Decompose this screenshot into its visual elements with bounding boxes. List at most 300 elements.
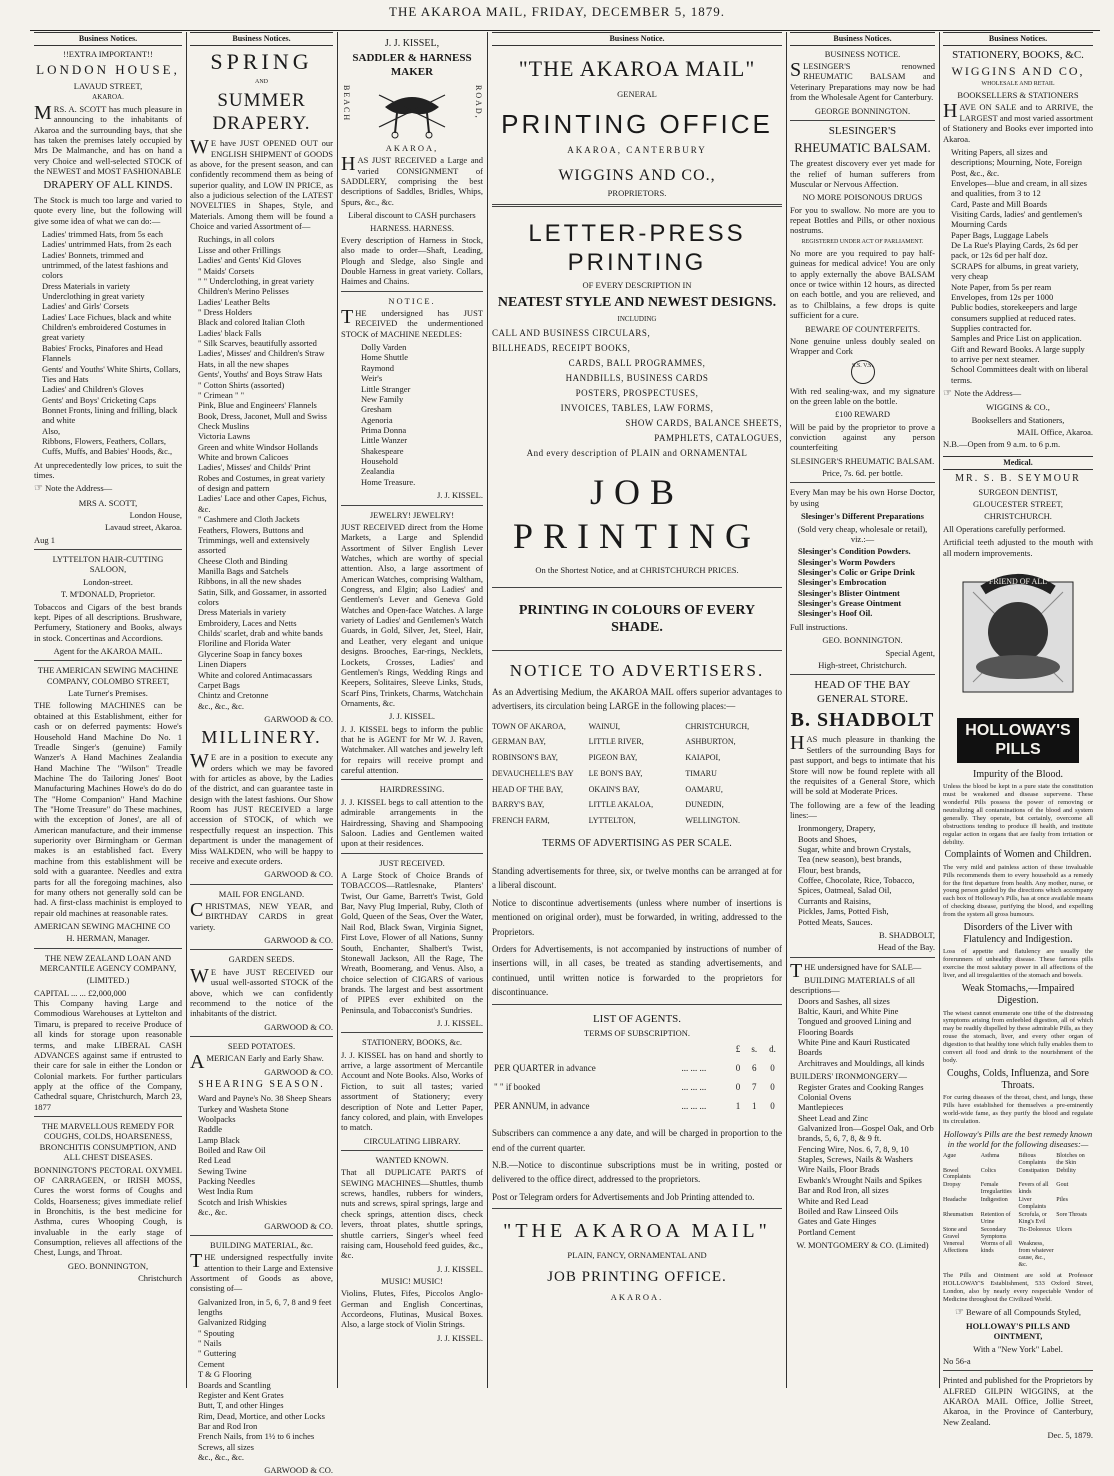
list-item: Babies' Frocks, Pinafores and Head Flannels xyxy=(42,342,163,364)
list-item: Packing Needles xyxy=(198,1176,255,1187)
address-line: MRS A. SCOTT, xyxy=(78,497,138,508)
neatest-style: NEATEST STYLE AND NEWEST DESIGNS. xyxy=(497,295,777,311)
note-label: Note the Address— xyxy=(45,483,113,494)
divider xyxy=(492,204,782,207)
divider xyxy=(190,884,333,885)
list-item: Ladies' Bonnets, trimmed and untrimmed, of the latest fashions and colors xyxy=(42,249,169,281)
millinery-text: WE are in a position to execute any orders which we may be favored with for articles as above, by the Ladies of the district, and can guarantee taste in design with the latest fashions. Our Show Room has JUST RECEIVED a large accession of STOCK, of which we respectfully request an inspection. This department is under the management of Miss WALKDEN, who will be happy to receive and execute orders. xyxy=(190,750,333,866)
list-item: " " Underclothing, in great variety xyxy=(198,275,314,286)
rate-row xyxy=(492,1059,782,1078)
service-item: BILLHEADS, RECEIPT BOOKS, xyxy=(492,342,631,353)
list-item: Victoria Lawns xyxy=(198,431,251,442)
list-item: Boiled and Raw Linseed Oils xyxy=(798,1205,899,1216)
shearing-list xyxy=(198,1093,333,1217)
list-item: Shakespeare xyxy=(361,445,404,456)
town-item: CHRISTCHURCH, xyxy=(685,721,750,731)
list-item: " Dress Holders xyxy=(198,306,252,317)
rate-cell: " " if booked xyxy=(494,1082,541,1093)
printing-office-heading: PRINTING OFFICE xyxy=(501,108,773,139)
harness-heading: HARNESS. HARNESS. xyxy=(370,222,454,233)
business-notice-heading: BUSINESS NOTICE. xyxy=(824,48,901,59)
nz-loan-limited: (LIMITED.) xyxy=(86,975,130,986)
disease-item: Ulcers xyxy=(1056,1226,1072,1233)
list-item: Slesinger's Condition Powders. xyxy=(798,546,911,557)
column-2 xyxy=(190,32,333,1476)
letterpress-heading: LETTER-PRESS PRINTING xyxy=(528,219,746,276)
bonn-sign: GEO. BONNINGTON. xyxy=(822,635,903,646)
list-item: Sugar, white and brown Crystals, xyxy=(798,844,911,855)
remedy-sign: GEO. BONNINGTON, xyxy=(67,1260,149,1271)
saloon-street: London-street. xyxy=(83,576,133,587)
rate-cell: 7 xyxy=(752,1082,757,1093)
list-item: Zealandia xyxy=(361,466,395,477)
list-item: Samples and Price List on application. xyxy=(951,333,1082,344)
list-item: Butt, T, and other Hinges xyxy=(198,1400,284,1411)
service-item: CALL AND BUSINESS CIRCULARS, xyxy=(492,328,651,338)
seymour-name: MR. S. B. SEYMOUR xyxy=(955,472,1081,484)
list-item: " Cotton Shirts (assorted) xyxy=(198,379,285,390)
ironmongery-heading: BUILDERS' IRONMONGERY— xyxy=(790,1071,907,1082)
town-item: ASHBURTON, xyxy=(685,737,736,747)
list-item: Lisse and other Frillings xyxy=(198,244,281,255)
pointing-hand-icon: ☞ xyxy=(954,1306,964,1318)
disease-item: Stone and Gravel xyxy=(943,1226,967,1240)
list-item: Ward and Payne's No. 38 Sheep Shears xyxy=(198,1093,332,1104)
rate-cell: 6 xyxy=(752,1063,757,1074)
list-item: Slesinger's Hoof Oil. xyxy=(798,608,873,619)
column-rule xyxy=(186,32,187,1388)
liver-heading: Disorders of the Liver with Flatulency and Indigestion. xyxy=(963,922,1073,946)
beware-heading: HOLLOWAY'S PILLS AND OINTMENT, xyxy=(965,1320,1071,1342)
list-item: Ladies', Misses' and Childs' Print Robes and Costumes, in great variety of design and pattern xyxy=(198,462,326,494)
kissel-name: J. J. KISSEL, xyxy=(384,38,440,49)
note-address xyxy=(943,388,1093,400)
list-item: White and brown Calicoes xyxy=(198,452,289,463)
list-item: Coffee, Chocolate, Rice, Tobacco, xyxy=(798,875,915,886)
spring-heading: SPRING xyxy=(210,48,313,74)
list-item: Little Wanzer xyxy=(361,435,408,446)
colours-heading: PRINTING IN COLOURS OF EVERY SHADE. xyxy=(518,602,756,635)
town-item: GERMAN BAY, xyxy=(492,737,546,747)
notice-advertisers-text: As an Advertising Medium, the AKAROA MAIL offers superior advantages to advertisers, its circulation being LARGE in the following places:— xyxy=(492,686,782,712)
list-item: Bonnet Fronts, lining and frilling, black and white xyxy=(42,404,178,426)
divider xyxy=(341,779,483,780)
list-item: Portland Cement xyxy=(798,1226,856,1237)
list-item: Manilla Bags and Satchels xyxy=(198,565,289,576)
terms-paragraph: Standing advertisements for three, six, or twelve months can be arranged at for a liberal discount. xyxy=(492,866,782,891)
list-item: Tongued and grooved Lining and Flooring Boards xyxy=(798,1016,912,1037)
capital-line: CAPITAL ... ... £2,000,000 xyxy=(34,987,127,998)
seymour-text: Artificial teeth adjusted to the mouth with all modern improvements. xyxy=(943,537,1093,558)
horse-text: Every Man may be his own Horse Doctor, by using xyxy=(790,487,935,508)
signature: J. J. KISSEL. xyxy=(436,1332,483,1343)
divider xyxy=(492,650,782,651)
footer-place: AKAROA. xyxy=(610,1292,664,1303)
beware-label: With a "New York" Label. xyxy=(973,1343,1063,1354)
list-item: Woolpacks xyxy=(198,1113,236,1124)
list-item: Gates and Gate Hinges xyxy=(798,1216,877,1227)
list-item: Ladies', Misses' and Children's Straw Hats, in all the new shapes xyxy=(198,348,325,369)
sewing-company-text: THE following MACHINES can be obtained at this Establishment, either for cash or on deferred payments: Howe's Household Hand Machine Do No. 1 Treadle Singer's (genuine) Family Wanzer's A Hand Machines Zealandia Hand Machine The "Wilson" Treadle Machine The do Tailoring Jones' Boot Manufacturing Machines Howe's do do do The "Home Companion" Hand Machine The "Home Treasure" do These machines, with the exception of Jones', are all of American manufacture, and their immense superiority over Birmingham or German makes is an established fact. Every machine from this establishment will be sold with a guarantee. Needles and extra parts for all the foregoing machines, also for many others not generally sold can be had. A first-class machinist is employed to repair old machines at reasonable rates. xyxy=(34,700,182,918)
garden-heading: GARDEN SEEDS. xyxy=(228,954,295,965)
wholesale-label: WHOLESALE AND RETAIL xyxy=(981,80,1055,87)
disease-item: Retention of Urine xyxy=(980,1211,1011,1225)
divider xyxy=(34,549,182,550)
tobacco-text: Tobaccos and Cigars of the best brands kept. Pipes of all descriptions. Brushware, Perfumery, Stationery and Books, always in stock. Concertinas and Accordions. xyxy=(34,601,182,643)
list-item: White and Red Lead xyxy=(798,1195,869,1206)
town-item: BARRY'S BAY, xyxy=(492,800,545,810)
service-item: POSTERS, PROSPECTUSES, xyxy=(575,387,699,398)
list-item: Dolly Varden xyxy=(361,342,407,353)
list-item: Linen Diapers xyxy=(198,659,247,670)
millinery-heading: MILLINERY. xyxy=(201,727,322,748)
town: AKAROA. xyxy=(92,93,124,102)
list-item: Feathers, Flowers, Buttons and Trimmings, well and extensively assorted xyxy=(198,524,310,556)
harness-text: Every description of Harness in Stock, also made to order—Shaft, Leading, Plough and Sledge, also Single and Double Harness in great variety. Collars, Haimes and Chains. xyxy=(341,234,483,287)
list-item: West India Rum xyxy=(198,1186,254,1197)
agent-text: J. J. KISSEL begs to inform the public that he is AGENT for Mr W. J. Raven, Watchmaker. All watches and jewelry left for repairs will receive prompt and careful attention. xyxy=(341,723,483,776)
list-item: Mantlepieces xyxy=(798,1102,844,1113)
akaroa-mail-title: "THE AKAROA MAIL" xyxy=(518,55,756,81)
proprietors-label: PROPRIETORS. xyxy=(607,188,667,199)
including-label: INCLUDING xyxy=(617,315,657,324)
extra-important: !!EXTRA IMPORTANT!! xyxy=(63,48,153,59)
divider xyxy=(190,1235,333,1236)
address-line: WIGGINS & CO., xyxy=(986,402,1050,413)
nz-loan-text: This Company having Large and Commodious Warehouses at Lyttelton and Timaru, is prepared to receive Produce of all kinds for storage upon reasonable terms, and make LIBERAL CASH ADVANCES against same if entrusted to their care for sale in either the London or Colonial markets. For further particulars apply at the office of the Company, Cathedral square, Christchurch, March 23, 1877 xyxy=(34,998,182,1112)
list-item: Chintz and Cretonne xyxy=(198,690,269,701)
items-list xyxy=(198,234,333,711)
list-item: Slesinger's Worm Powders xyxy=(798,556,896,567)
beware-line xyxy=(943,1307,1093,1319)
list-item: Galvanized Iron, in 5, 6, 7, 8 and 9 feet lengths xyxy=(198,1296,332,1318)
service-item: INVOICES, TABLES, LAW FORMS, xyxy=(560,402,714,413)
list-item: Cement xyxy=(198,1358,225,1369)
ironmongery-list xyxy=(798,1082,935,1237)
list-item: Currants and Raisins, xyxy=(798,895,871,906)
needles-list xyxy=(361,342,483,487)
rate-row xyxy=(492,1078,782,1097)
list-item: Embroidery, Laces and Netts xyxy=(198,617,297,628)
hygeia-emblem xyxy=(943,562,1093,712)
list-item: Also, xyxy=(42,425,61,436)
note-address xyxy=(34,483,182,495)
list-item: Galvanized Ridging xyxy=(198,1317,267,1328)
town-item: TIMARU xyxy=(685,768,717,778)
jewelry-text: JUST RECEIVED direct from the Home Markets, a Large and Splendid Assortment of Silver English Lever Watches, which are worthy of special attention. Also, a large assortment of American Watches, comprising Waltham, Congress, and Elgin; also Ladies' and Gentlemen's Lever and Geneva Gold Watches and Open-face Watches. A large variety of Ladies' and Gentlemen's Watch Guards, in Gold, Silver, Jet, Steel, Hair, and Leather, very elegant and unique designs. Brooches, Ear-rings, Necklets, Lockets, Crosses, Ladies' and Gentlemen's Rings, Wedding Rings and Keepers, Solitaires, Sleeve Links, Studs, Scarf Pins, Trinkets, Charms, Watchchain Ornaments, &c. xyxy=(341,521,483,708)
remedy-title: THE MARVELLOUS REMEDY FOR COUGHS, COLDS, HOARSENESS, BRONCHITIS CONSUMPTION, AND ALL CHEST DISEASES. xyxy=(39,1121,177,1163)
intro-text: HAS JUST RECEIVED a Large and varied CONSIGNMENT of SADDLERY, comprising the best descriptions of Saddles, Bridles, Whips, Spurs, &c., &c. xyxy=(341,153,483,207)
saloon-title: LYTTELTON HAIR-CUTTING SALOON, xyxy=(52,554,164,575)
list-item: " Spouting xyxy=(198,1327,235,1338)
list-item: Slesinger's Grease Ointment xyxy=(798,598,902,609)
tobacco-text: A Large Stock of Choice Brands of TOBACCOS—Rattlesnake, Planters' Twist, Our Game, Barrett's Twist, Gold Bar, Navy Plug Imperial, Ruby, Cloth of Gold, Queen of the Seas, Over the Water, Nail Rod, Black Swan, Virginia Signet, First Love, Flower of all Nations, Sunny South, Enchanter, Shalbert's Twist, Stonewall Jackson, All the Rage, The Wreath, Boomerang, and Venus. Also, a choice selection of CIGARS of various brands. The largest and best assortment of PIPES ever exhibited on the Peninsula, and Tobacconist's Sundries. xyxy=(341,870,483,1015)
disease-item: Bowel Complaints xyxy=(943,1167,971,1181)
intro-text: MRS. A. SCOTT has much pleasure in announcing to the inhabitants of Akaroa and the surrounding bays, that she has taken the premises lately occupied by Mrs De Malmanche, and has on hand a very Choice and well-selected STOCK of the NEWEST and MOST FASHIONABLE xyxy=(34,101,182,177)
list-item: Slesinger's Blister Ointment xyxy=(798,587,900,598)
imprint-text: Printed and published for the Proprietors by ALFRED GILPIN WIGGINS, at the AKAROA MAIL Office, Jollie Street, Akaroa, in the Province of Canterbury, New Zealand. xyxy=(943,1375,1093,1427)
list-item: Fencing Wire, Nos. 6, 7, 8, 9, 10 xyxy=(798,1143,909,1154)
drapery-heading: DRAPERY OF ALL KINDS. xyxy=(43,179,173,192)
saddle-emblem xyxy=(341,81,483,141)
list-item: Ruchings, in all colors xyxy=(198,234,275,245)
disease-item: Gout xyxy=(1056,1182,1069,1189)
just-received-heading: JUST RECEIVED. xyxy=(379,857,445,868)
list-item: Sewing Twine xyxy=(198,1165,247,1176)
address-line: High-street, Christchurch. xyxy=(818,659,907,670)
needles-text: THE undersigned has JUST RECEIVED the undermentioned STOCK of MACHINE NEEDLES: xyxy=(341,306,483,339)
list-item: Tea (new season), best brands, xyxy=(798,854,902,865)
list-item: Register and Kent Grates xyxy=(198,1389,284,1400)
rate-row xyxy=(492,1097,782,1116)
list-item: Gents' and Boys' Cricketing Caps xyxy=(42,394,157,405)
divider xyxy=(492,587,782,588)
agent-text: Agent for the AKAROA MAIL. xyxy=(53,645,163,656)
disease-item: Rheumatism xyxy=(943,1211,974,1218)
stationery-heading: STATIONERY, BOOKS, &c. xyxy=(362,1037,462,1048)
potatoes-text: AMERICAN Early and Early Shaw. xyxy=(190,1051,324,1074)
beware-heading: BEWARE OF COUNTERFEITS. xyxy=(805,323,920,334)
list-item: Raymond xyxy=(361,362,395,373)
weak-text: The wisest cannot enumerate one tithe of the distressing symptoms arising from enfeebled digestion, all of which may be readily dispelled by these admirable Pills, as they rouse the stomach, liver, and every other organ of digestion to that healthy tone which fully enables them to convert all food and drink to the nourishment of the body. xyxy=(943,1009,1093,1065)
list-item: Ladies' Lace Fichues, black and white xyxy=(42,311,172,322)
list-item: " Guttering xyxy=(198,1348,237,1359)
seymour-city: CHRISTCHURCH. xyxy=(984,511,1052,522)
list-item: " Cashmere and Cloth Jackets xyxy=(198,514,300,525)
list-item: Underclothing in great variety xyxy=(42,291,145,302)
list-item: Ladies' and Gents' Kid Gloves xyxy=(198,255,302,266)
wiggins-heading: WIGGINS AND CO., xyxy=(558,166,716,184)
town-item: OAMARU, xyxy=(685,784,723,794)
building-list xyxy=(198,1297,333,1463)
signature: GARWOOD & CO. xyxy=(264,935,333,946)
instructions-text: Full instructions. xyxy=(790,621,848,632)
list-item: Card, Paste and Mill Boards xyxy=(951,198,1048,209)
reward-text: Will be paid by the proprietor to prove a conviction against any person counterfeiting xyxy=(790,421,935,453)
seymour-title: SURGEON DENTIST, xyxy=(978,486,1058,497)
subscription-heading: TERMS OF SUBSCRIPTION. xyxy=(583,1027,691,1038)
signature: J. J. KISSEL. xyxy=(436,1263,483,1274)
geo-sign: GEORGE BONNINGTON. xyxy=(814,105,911,116)
signature: B. SHADBOLT, xyxy=(879,929,935,940)
music-heading: MUSIC! MUSIC! xyxy=(381,1275,443,1286)
disease-item: Debility xyxy=(1056,1167,1076,1174)
signature: GARWOOD & CO. xyxy=(264,869,333,880)
address-line: London House, xyxy=(129,510,182,521)
towns-grid xyxy=(492,722,782,826)
balsam-heading: RHEUMATIC BALSAM. xyxy=(794,140,931,156)
library-label: CIRCULATING LIBRARY. xyxy=(363,1135,461,1146)
list-item: Supplies contracted for. xyxy=(951,323,1032,333)
divider xyxy=(943,1370,1093,1371)
list-item: Flour, best brands, xyxy=(798,864,861,875)
sewing-company-sub: Late Turner's Premises. xyxy=(68,688,148,699)
wax-text: With red sealing-wax, and my signature on the green lable on the bottle. xyxy=(790,385,935,406)
section-header: Business Notices. xyxy=(190,32,333,46)
list-item: Envelopes—blue and cream, in all sizes and qualities, from 3 to 12 xyxy=(951,177,1087,199)
divider xyxy=(190,949,333,950)
rate-cell: PER QUARTER in advance xyxy=(494,1063,596,1074)
list-item: Wire Nails, Floor Brads xyxy=(798,1164,880,1175)
music-text: Violins, Flutes, Fifes, Piccolos Anglo-German and English Concertinas, Accordeons, Flutinas, Musical Boxes. Also, a large stock of Violin Strings. xyxy=(341,1288,483,1330)
plain-ornamental: And every description of PLAIN and ORNAMENTAL xyxy=(526,447,748,458)
list-item: Raddle xyxy=(198,1124,223,1135)
list-item: Envelopes, from 12s per 1000 xyxy=(951,291,1054,302)
town-item: PIGEON BAY, xyxy=(588,753,638,763)
list-item: Paper Bags, Luggage Labels xyxy=(951,229,1049,240)
list-item: Screws, all sizes xyxy=(198,1441,254,1452)
seal-icon: S.S. V.S. xyxy=(851,360,875,384)
list-item: Gresham xyxy=(361,404,392,415)
column-rule xyxy=(939,32,940,1388)
list-item: Ribbons, Flowers, Feathers, Collars, Cuffs, Muffs, and Babies' Hoods, &c., xyxy=(42,436,173,457)
every-description: OF EVERY DESCRIPTION IN xyxy=(582,280,692,291)
hairdressing-text: J. J. KISSEL begs to call attention to the admirable arrangements in the Hairdressing, Shaving and Shampooing Saloon. Ladies and Gentlemen waited upon at their residences. xyxy=(341,796,483,849)
divider xyxy=(790,482,935,483)
disease-item: Blotches on the Skin xyxy=(1056,1152,1085,1166)
list-item: Note Paper, from 5s per ream xyxy=(951,281,1052,292)
town-item: KAIAPOI, xyxy=(685,753,721,763)
no-more-heading: NO MORE POISONOUS DRUGS xyxy=(802,192,923,203)
registered-text: No more are you required to pay half-guineas for medical advice! You are only to apply externally the above BALSAM once or twice within 12 hours, as directed on each bottle, and you are relieved, and as to Chilblains, a few drops is quite sufficient for a cure. xyxy=(790,248,935,321)
wanted-heading: WANTED KNOWN. xyxy=(375,1154,449,1165)
list-item: School Committees dealt with on liberal terms. xyxy=(951,364,1089,385)
items-list xyxy=(42,229,182,457)
divider xyxy=(34,948,182,949)
sewing-company-sign: AMERICAN SEWING MACHINE CO xyxy=(34,920,171,931)
disease-item: Indigestion xyxy=(980,1197,1008,1204)
liver-text: Loss of appetite and flatulency are usually the forerunners of unhealthy disease. These famous pills exercise the most salutary power in all affections of the liver, and all irregularities of the stomach and bowels. xyxy=(943,948,1093,980)
list-item: " Crimean " " xyxy=(198,389,245,400)
service-item: SHOW CARDS, BALANCE SHEETS, xyxy=(625,417,782,428)
price-line: Price, 7s. 6d. per bottle. xyxy=(822,468,903,479)
list-item: Cheese Cloth and Binding xyxy=(198,555,288,566)
list-item: T & G Flooring xyxy=(198,1369,252,1380)
disease-item: Dropsy xyxy=(943,1182,961,1189)
no-more-text: For you to swallow. No more are you to repeat Bottles and Pills, or other noxious nostrums. xyxy=(790,204,935,236)
disease-item: Fevers of all kinds xyxy=(1018,1182,1049,1196)
montgomery-sign: W. MONTGOMERY & CO. (Limited) xyxy=(796,1239,929,1250)
town-item: OKAIN'S BAY, xyxy=(588,784,640,794)
intro-text: WE have JUST OPENED OUT our ENGLISH SHIPMENT of GOODS as above, for the present season, and can confidently recommend them as being of superior quality, and LOW IN PRICE, as also a judicious selection of the LATEST NOVELTIES in Shapes, Style, and Materials. Among them will be found a Choice and varied Assortment of— xyxy=(190,136,333,232)
list-item: Dress Materials in variety xyxy=(198,607,287,618)
rate-header: d. xyxy=(769,1044,776,1055)
service-item: HANDBILLS, BUSINESS CARDS xyxy=(565,372,709,383)
list-item: White Pine and Kauri Rusticated Boards xyxy=(798,1037,910,1058)
stationery-heading: STATIONERY, BOOKS, &C. xyxy=(952,48,1084,61)
disease-item: Piles xyxy=(1056,1197,1068,1204)
divider xyxy=(492,1004,782,1005)
list-item: Red Lead xyxy=(198,1155,231,1166)
list-item: Ladies' and Children's Gloves xyxy=(42,384,144,395)
shadbolt-text: HAS much pleasure in thanking the Settlers of the surrounding Bays for past support, and begs to intimate that his Store will now be found replete with all the requisites of a General Store, which will be sold at Moderate Prices. xyxy=(790,732,935,797)
list-item: Home Treasure. xyxy=(361,476,416,487)
town-item: ROBINSON'S BAY, xyxy=(492,753,558,763)
section-header: Business Notices. xyxy=(34,32,182,46)
impurity-text: Unless the blood be kept in a pure state the constitution must be weakened and disease supervene. These wonderful Pills possess the power of removing or neutralizing all contaminations of the blood and system generally. They operate, but certainly, overcome all obstructions tending to produce ill health, and institute regular action in organs that are faulty from irritation or debility. xyxy=(943,783,1093,846)
column-3 xyxy=(341,32,483,1388)
shadbolt-heading: B. SHADBOLT xyxy=(790,709,935,732)
list-item: Pink, Blue and Engineers' Flannels xyxy=(198,400,317,411)
disease-item: Worms of all kinds xyxy=(980,1241,1012,1255)
service-item: PAMPHLETS, CATALOGUES, xyxy=(654,432,782,443)
list-item: Household xyxy=(361,456,398,467)
list-item: Home Shuttle xyxy=(361,352,408,363)
town-item: LITTLE AKALOA, xyxy=(588,800,654,810)
list-item: Ladies' trimmed Hats, from 5s each xyxy=(42,228,163,239)
beware-text: None genuine unless doubly sealed on Wrapper and Cork xyxy=(790,335,935,357)
best-remedy: Holloway's Pills are the best remedy known in the world for the following diseases:— xyxy=(943,1129,1093,1150)
rate-cell: PER ANNUM, in advance xyxy=(494,1101,590,1112)
list-item: Ladies' Leather Belts xyxy=(198,296,270,307)
list-item: Agenoria xyxy=(361,414,393,425)
hours-text: N.B.—Open from 9 a.m. to 6 p.m. xyxy=(943,439,1061,450)
wanted-text: That all DUPLICATE PARTS of SEWING MACHINES—Shuttles, thumb screws, handles, rubbers for winders, nuts and screws, spiral springs, large and check springs, attention discs, check levers, throat plates, shuttle springs, shuttle carriers, Singer's wheel feed raising cam, Household feed guides, &c., &c. xyxy=(341,1167,483,1261)
sewing-company-title: THE AMERICAN SEWING MACHINE COMPANY, COLOMBO STREET, xyxy=(37,665,179,686)
date-label: Aug 1 xyxy=(34,534,56,545)
list-item: Spices, Oatmeal, Salad Oil, xyxy=(798,885,892,896)
akaroa-label: AKAROA, xyxy=(385,143,439,153)
place-label: AKAROA, CANTERBURY xyxy=(567,144,707,155)
list-item: " Maids' Corsets xyxy=(198,265,255,276)
subscription-paragraph: N.B.—Notice to discontinue subscriptions must be in writing, posted or delivered to the office direct, addressed to the proprietors. xyxy=(492,1159,782,1185)
signature: GARWOOD & CO. xyxy=(264,1465,333,1476)
list-item: Book, Dress, Jaconet, Mull and Swiss Check Muslins xyxy=(198,410,327,431)
rate-cell: 0 xyxy=(735,1082,741,1093)
complaints-heading: Complaints of Women and Children. xyxy=(944,849,1092,861)
disease-item: Liver Complaints xyxy=(1018,1197,1047,1211)
hairdressing-heading: HAIRDRESSING. xyxy=(379,784,445,795)
shortest-notice: On the Shortest Notice, and at CHRISTCHURCH PRICES. xyxy=(535,564,739,575)
list-item: Scotch and Irish Whiskies xyxy=(198,1196,287,1207)
disease-item: Weakness, from whatever cause, &c., &c. xyxy=(1018,1241,1054,1269)
rate-cell: 1 xyxy=(735,1101,741,1112)
list-item: Turkey and Washeta Stone xyxy=(198,1103,289,1114)
saddler-title: SADDLER & HARNESS MAKER xyxy=(352,52,472,78)
service-item: CARDS, BALL PROGRAMMES, xyxy=(568,357,706,368)
list-item: Writing Papers, all sizes and descriptions; Mourning, Note, Foreign Post, &c., &c. xyxy=(951,146,1083,178)
seymour-text: All Operations carefully performed. xyxy=(943,523,1066,534)
column-rule xyxy=(786,32,787,1388)
saddle-icon xyxy=(377,83,447,139)
preparations-sub: (Sold very cheap, wholesale or retail), viz.:— xyxy=(797,523,928,544)
imprint-date: Dec. 5, 1879. xyxy=(1047,1430,1093,1441)
subscription-table xyxy=(492,1040,782,1116)
complaints-text: The very mild and painless action of these invaluable Pills recommends them to every household as a remedy for the first departure from health. Any mother, nurse, or young person guided by the directions which accompany each box of Holloway's Pills, has at once available means of checking disease, purifying the blood, and expelling from the system all gross humours. xyxy=(943,863,1093,919)
list-item: Ribbons, in all the new shades xyxy=(198,576,302,587)
list-item: Prima Donna xyxy=(361,424,407,435)
address-line: MAIL Office, Akaroa. xyxy=(1016,427,1093,438)
list-item: &c., &c., &c. xyxy=(198,700,245,711)
lines-list xyxy=(798,823,935,927)
beach-label: BEACH xyxy=(341,85,351,123)
london-house-title: LONDON HOUSE, xyxy=(36,62,180,78)
price-line: SLESINGER'S RHEUMATIC BALSAM. xyxy=(790,455,935,466)
balsam-text: The greatest discovery ever yet made for the relief of human sufferers from Muscular or Nervous Affection. xyxy=(790,158,935,189)
shearing-heading: SHEARING SEASON. xyxy=(198,1079,325,1091)
registered-label: REGISTERED UNDER ACT OF PARLIAMENT. xyxy=(801,238,924,245)
preparations-heading: Slesinger's Different Preparations xyxy=(801,511,924,522)
divider xyxy=(34,660,182,661)
street: LAVAUD STREET, xyxy=(73,80,143,91)
disease-item: Asthma xyxy=(980,1152,1000,1159)
center-column xyxy=(492,32,782,1388)
signature: GARWOOD & CO. xyxy=(264,1220,333,1231)
list-item: Public bodies, storekeepers and large consumers supplied at reduced rates. xyxy=(951,302,1078,323)
town-item: WAINUI, xyxy=(588,721,620,731)
and-label: AND xyxy=(255,78,268,85)
footer-job: JOB PRINTING OFFICE. xyxy=(547,1268,727,1285)
